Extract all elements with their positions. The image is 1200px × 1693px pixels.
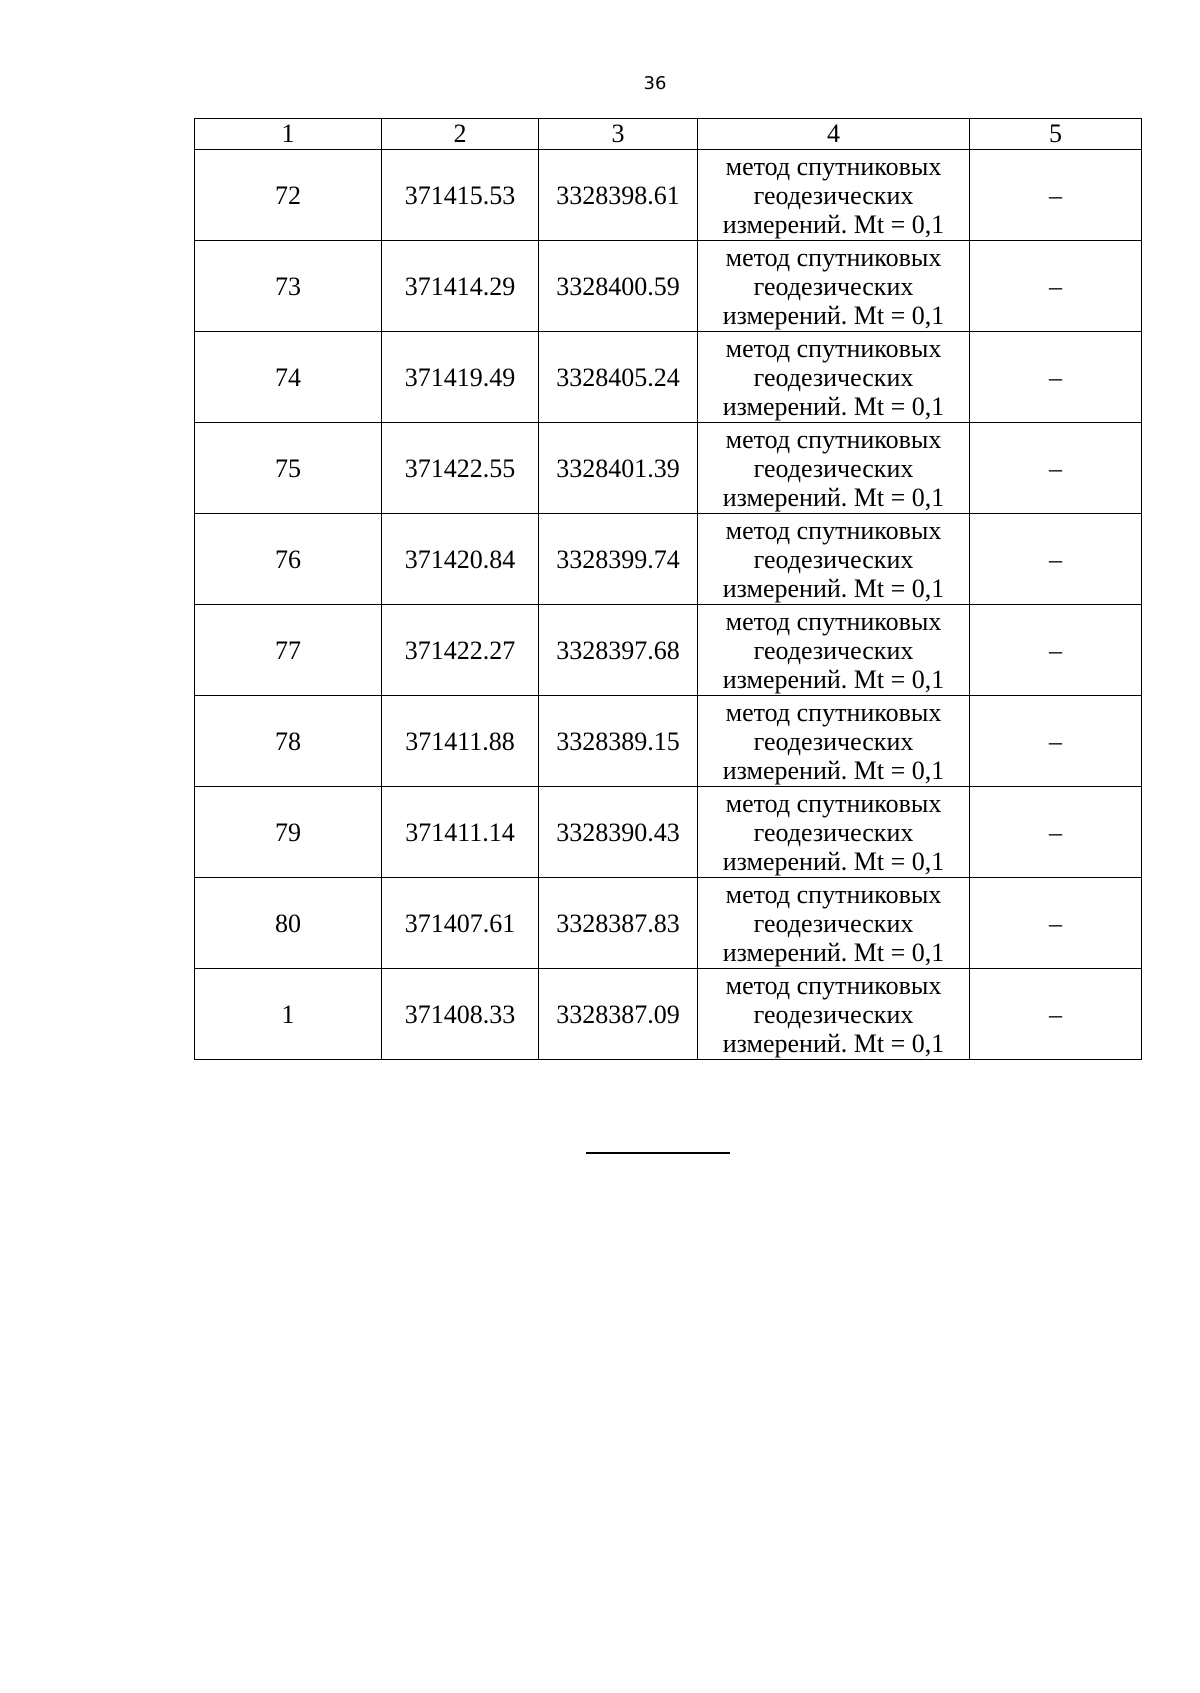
table-row (195, 514, 1142, 605)
point-number-cell: 76 (195, 514, 382, 605)
note-cell: – (970, 787, 1142, 878)
method-line: метод спутниковых (725, 970, 942, 1000)
y-coordinate-cell: 3328387.83 (539, 878, 698, 969)
method-line: метод спутниковых (725, 515, 942, 545)
method-cell (698, 241, 970, 332)
method-line: геодезических (753, 817, 914, 847)
table-row (195, 241, 1142, 332)
point-number-cell: 75 (195, 423, 382, 514)
x-coordinate-cell: 371411.88 (382, 696, 539, 787)
x-coordinate-cell: 371414.29 (382, 241, 539, 332)
header-cell-col-1: 1 (195, 119, 382, 150)
method-cell (698, 514, 970, 605)
note-cell: – (970, 423, 1142, 514)
method-cell (698, 878, 970, 969)
point-number-cell: 78 (195, 696, 382, 787)
method-cell (698, 332, 970, 423)
y-coordinate-cell: 3328401.39 (539, 423, 698, 514)
method-line: геодезических (753, 726, 914, 756)
method-line: метод спутниковых (725, 424, 942, 454)
coordinates-table (194, 118, 1142, 1060)
method-line: метод спутниковых (725, 151, 942, 181)
y-coordinate-cell: 3328397.68 (539, 605, 698, 696)
method-line: метод спутниковых (725, 333, 942, 363)
x-coordinate-cell: 371422.55 (382, 423, 539, 514)
method-line: геодезических (753, 908, 914, 938)
header-cell-col-3: 3 (539, 119, 698, 150)
method-line: измерений. Mt = 0,1 (722, 846, 945, 876)
table-row (195, 150, 1142, 241)
method-line: измерений. Mt = 0,1 (722, 300, 945, 330)
method-line: измерений. Mt = 0,1 (722, 664, 945, 694)
note-cell: – (970, 514, 1142, 605)
table-row (195, 969, 1142, 1060)
method-line: измерений. Mt = 0,1 (722, 482, 945, 512)
point-number-cell: 80 (195, 878, 382, 969)
x-coordinate-cell: 371420.84 (382, 514, 539, 605)
method-line: геодезических (753, 271, 914, 301)
note-cell: – (970, 878, 1142, 969)
x-coordinate-cell: 371419.49 (382, 332, 539, 423)
method-line: геодезических (753, 362, 914, 392)
point-number-cell: 1 (195, 969, 382, 1060)
method-cell (698, 423, 970, 514)
method-line: геодезических (753, 635, 914, 665)
method-cell (698, 605, 970, 696)
note-cell: – (970, 696, 1142, 787)
note-cell: – (970, 969, 1142, 1060)
method-line: измерений. Mt = 0,1 (722, 755, 945, 785)
x-coordinate-cell: 371411.14 (382, 787, 539, 878)
y-coordinate-cell: 3328398.61 (539, 150, 698, 241)
table-row (195, 878, 1142, 969)
header-cell-col-5: 5 (970, 119, 1142, 150)
method-line: геодезических (753, 999, 914, 1029)
y-coordinate-cell: 3328400.59 (539, 241, 698, 332)
point-number-cell: 72 (195, 150, 382, 241)
point-number-cell: 74 (195, 332, 382, 423)
note-cell: – (970, 605, 1142, 696)
y-coordinate-cell: 3328405.24 (539, 332, 698, 423)
method-line: метод спутниковых (725, 788, 942, 818)
method-cell (698, 150, 970, 241)
table-row (195, 605, 1142, 696)
method-line: геодезических (753, 180, 914, 210)
note-cell: – (970, 332, 1142, 423)
y-coordinate-cell: 3328387.09 (539, 969, 698, 1060)
method-line: измерений. Mt = 0,1 (722, 573, 945, 603)
method-line: метод спутниковых (725, 242, 942, 272)
x-coordinate-cell: 371415.53 (382, 150, 539, 241)
table-row (195, 332, 1142, 423)
note-cell: – (970, 150, 1142, 241)
y-coordinate-cell: 3328390.43 (539, 787, 698, 878)
note-cell: – (970, 241, 1142, 332)
x-coordinate-cell: 371407.61 (382, 878, 539, 969)
page-number: 36 (643, 73, 667, 94)
y-coordinate-cell: 3328399.74 (539, 514, 698, 605)
table-row (195, 696, 1142, 787)
method-line: измерений. Mt = 0,1 (722, 937, 945, 967)
x-coordinate-cell: 371408.33 (382, 969, 539, 1060)
table-row (195, 787, 1142, 878)
method-line: метод спутниковых (725, 697, 942, 727)
point-number-cell: 77 (195, 605, 382, 696)
method-line: метод спутниковых (725, 879, 942, 909)
method-line: геодезических (753, 544, 914, 574)
point-number-cell: 73 (195, 241, 382, 332)
header-cell-col-4: 4 (698, 119, 970, 150)
method-cell (698, 969, 970, 1060)
y-coordinate-cell: 3328389.15 (539, 696, 698, 787)
method-line: метод спутниковых (725, 606, 942, 636)
header-cell-col-2: 2 (382, 119, 539, 150)
table-header-row (195, 119, 1142, 150)
method-line: измерений. Mt = 0,1 (722, 391, 945, 421)
method-cell (698, 696, 970, 787)
method-line: измерений. Mt = 0,1 (722, 1028, 945, 1058)
method-line: геодезических (753, 453, 914, 483)
x-coordinate-cell: 371422.27 (382, 605, 539, 696)
method-cell (698, 787, 970, 878)
footer-divider (586, 1152, 730, 1154)
method-line: измерений. Mt = 0,1 (722, 209, 945, 239)
point-number-cell: 79 (195, 787, 382, 878)
table-row (195, 423, 1142, 514)
